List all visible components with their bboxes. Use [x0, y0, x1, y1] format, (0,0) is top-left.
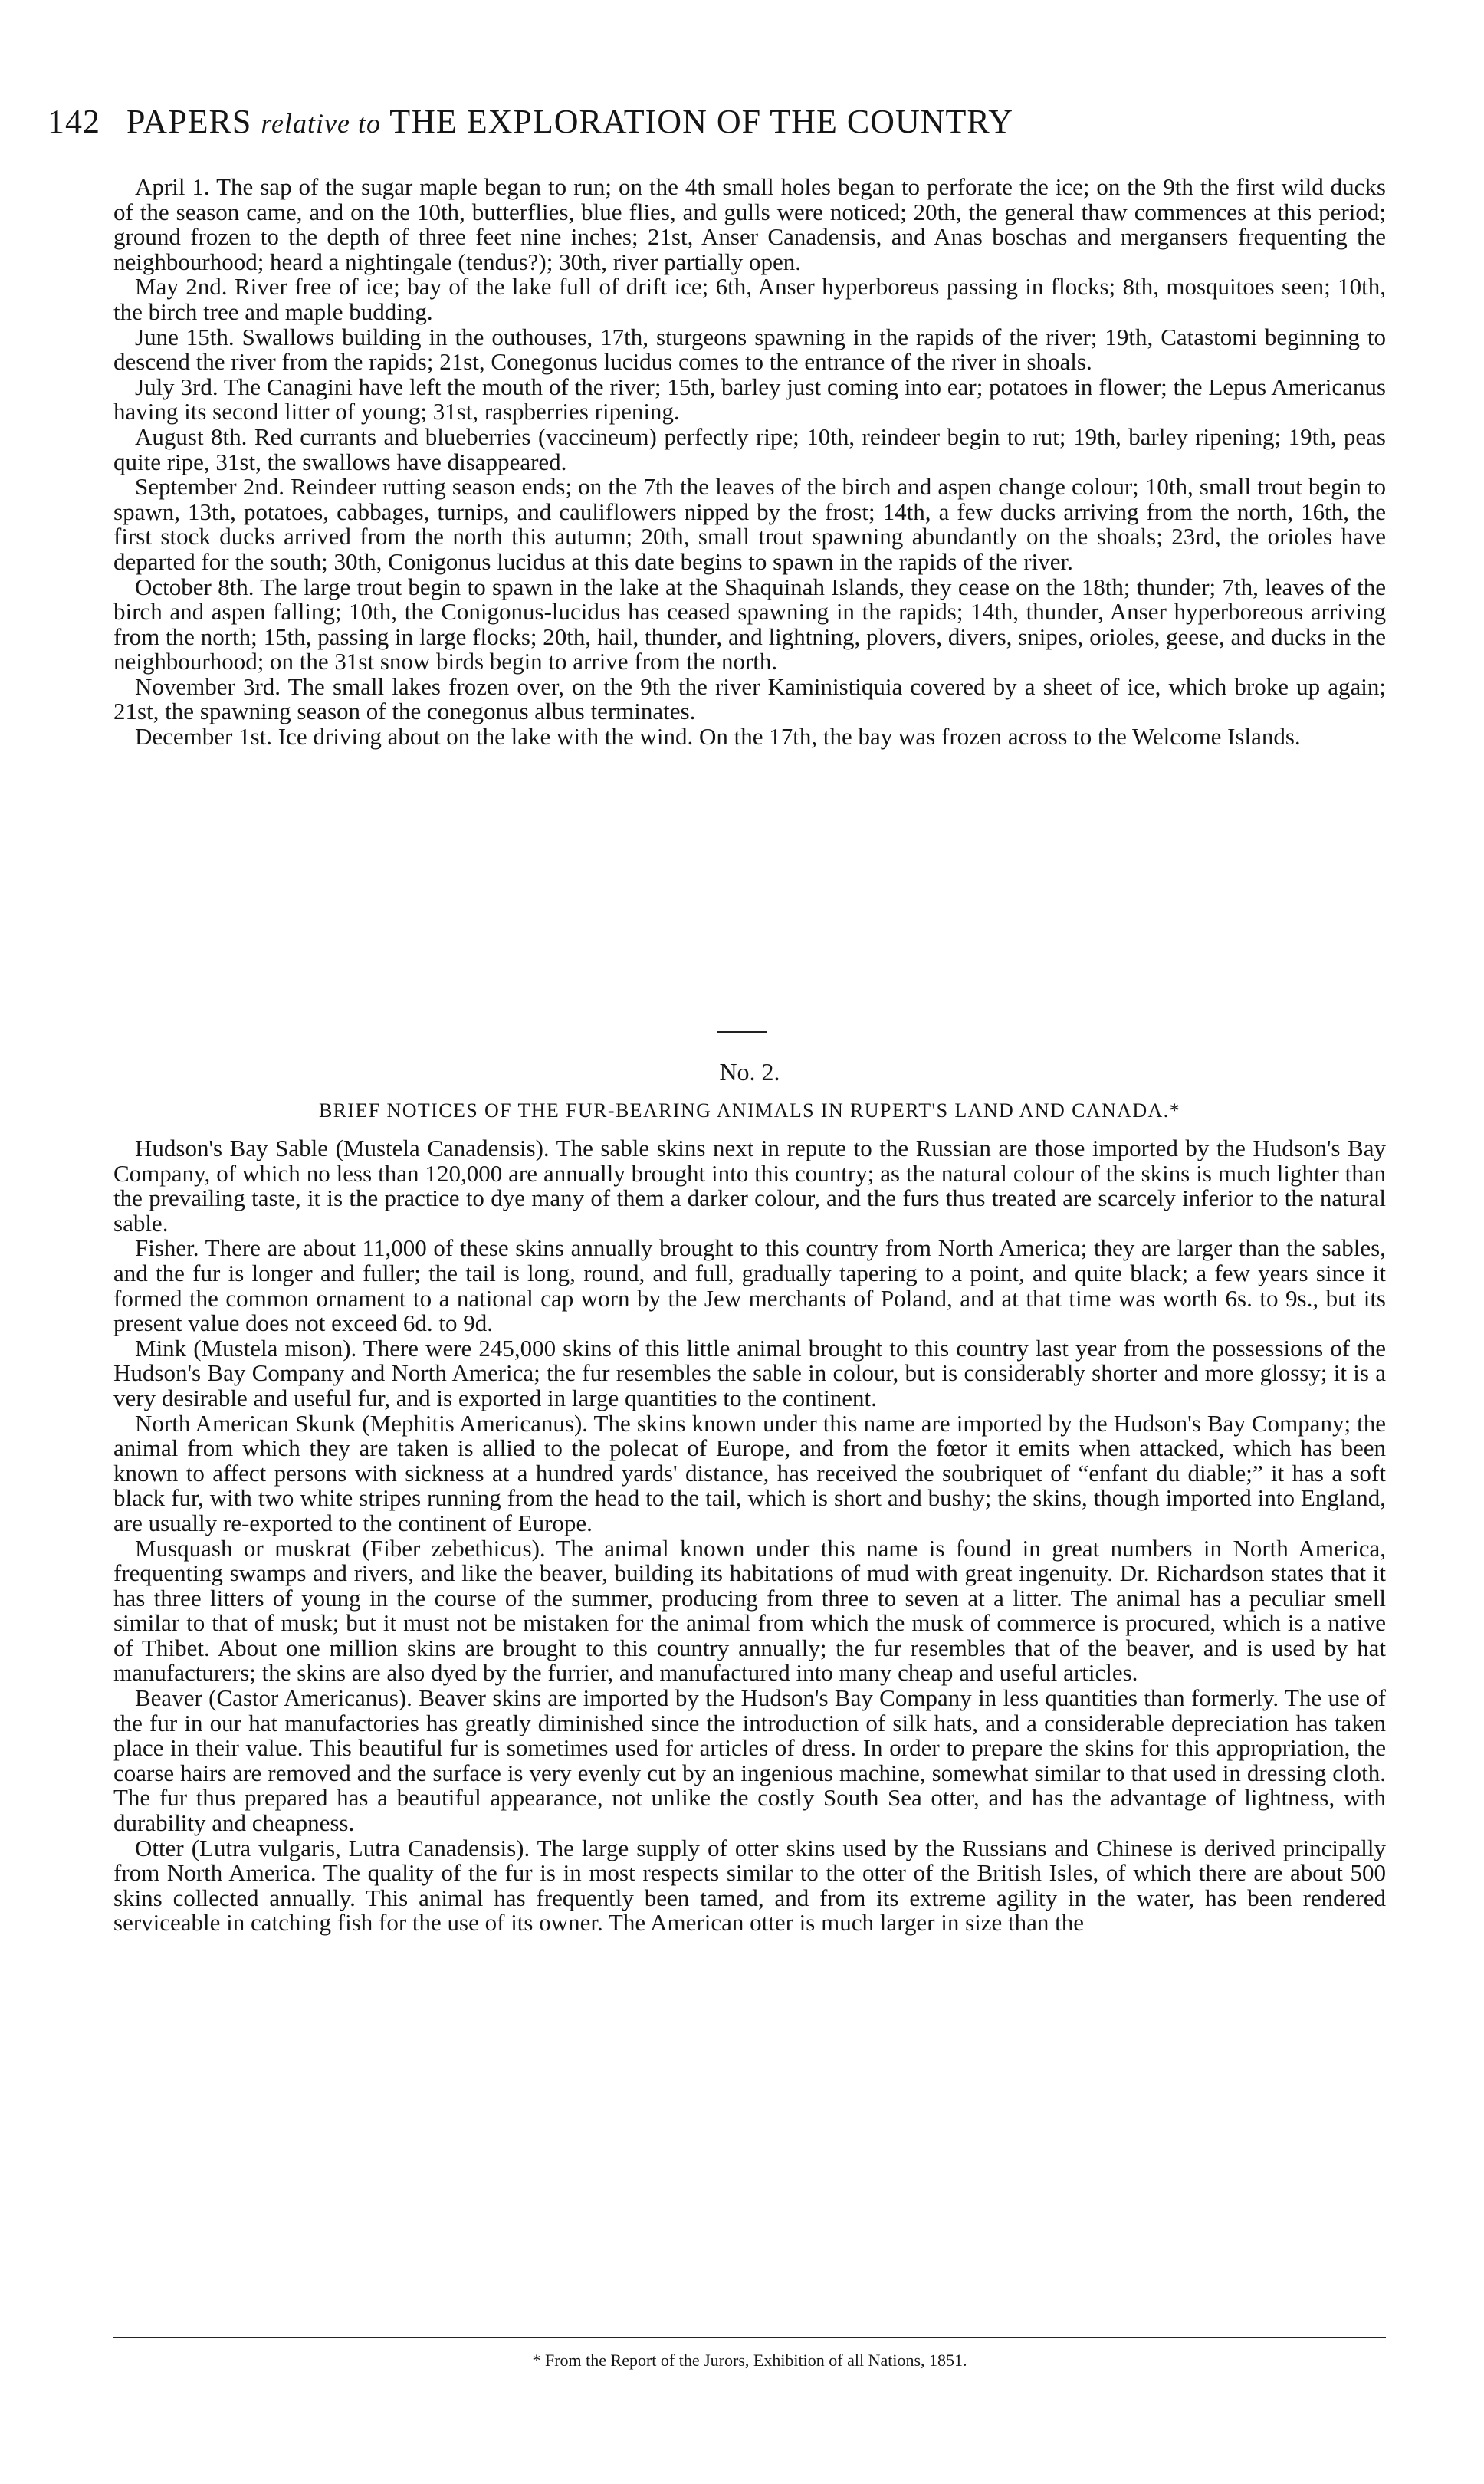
journal-entry-may: May 2nd. River free of ice; bay of the lake full of drift ice; 6th, Anser hyperboreus passing in flocks; 8th, mosquitoes seen; 10th, the birch tree and maple budding.	[113, 273, 1386, 325]
fur-notices-section	[113, 1136, 1386, 1936]
journal-entry-august: August 8th. Red currants and blueberries (vaccineum) perfectly ripe; 10th, reindeer begin to rut; 19th, barley ripening; 19th, peas quite ripe, 31st, the swallows have disappeared.	[113, 422, 1386, 475]
paragraph-otter: Otter (Lutra vulgaris, Lutra Canadensis). The large supply of otter skins used by the Russians and Chinese is derived principally from North America. The quality of the fur is in most respects similar to the otter of the British Isles, of which there are about 500 skins collected annually. This animal has frequently been tamed, and from its extreme agility in the water, has been rendered serviceable in catching fish for the use of its owner. The American otter is much larger in size than the	[113, 1834, 1386, 1937]
footnote-rule	[113, 2337, 1386, 2338]
header-title-end: THE EXPLORATION OF THE COUNTRY	[389, 103, 1014, 140]
header-title-italic: relative to	[261, 108, 381, 139]
paragraph-beaver: Beaver (Castor Americanus). Beaver skins are imported by the Hudson's Bay Company in less quantities than formerly. The use of the fur in our hat manufactories has greatly diminished since the introduction of silk hats, and a considerable depreciation has taken place in their value. This beautiful fur is sometimes used for articles of dress. In order to prepare the skins for this appropriation, the coarse hairs are removed and the surface is very evenly cut by an ingenious machine, somewhat similar to that used in dressing cloth. The fur thus prepared has a beautiful appearance, not unlike the costly South Sea otter, and has the advantage of lightness, with durability and cheapness.	[113, 1684, 1386, 1837]
journal-entry-december: December 1st. Ice driving about on the lake with the wind. On the 17th, the bay was frozen across to the Welcome Islands.	[135, 723, 1301, 751]
journal-entry-november: November 3rd. The small lakes frozen over, on the 9th the river Kaministiquia covered by a sheet of ice, which broke up again; 21st, the spawning season of the conegonus albus terminates.	[113, 672, 1386, 725]
journal-entry-october: October 8th. The large trout begin to spawn in the lake at the Shaquinah Islands, they cease on the 18th; thunder; 7th, leaves of the birch and aspen falling; 10th, the Conigonus-lucidus has ceased spawning in the rapids; 14th, thunder, Anser hyperboreous arriving from the north; 15th, passing in large flocks; 20th, hail, thunder, and lightning, plovers, divers, snipes, orioles, geese, and ducks in the neighbourhood; on the 31st snow birds begin to arrive from the north.	[113, 573, 1386, 675]
paragraph-musquash: Musquash or muskrat (Fiber zebethicus). The animal known under this name is found in great numbers in North America, frequenting swamps and rivers, and like the beaver, building its habitations of mud with great ingenuity. Dr. Richardson states that it has three litters of young in the course of the summer, producing from three to seven at a litter. The animal has a peculiar smell similar to that of musk; but it must not be mistaken for the animal from which the musk of commerce is procured, which is a native of Thibet. About one million skins are brought to this country annually; the fur resembles that of the beaver, and is used by hat manufacturers; the skins are also dyed by the furrier, and manufactured into many cheap and useful articles.	[113, 1534, 1386, 1687]
paragraph-skunk: North American Skunk (Mephitis Americanus). The skins known under this name are imported by the Hudson's Bay Company; the animal from which they are taken is allied to the polecat of Europe, and from the fœtor it emits when attacked, which has been known to affect persons with sickness at a hundred yards' distance, has received the soubriquet of “enfant du diable;” it has a soft black fur, with two white stripes running from the head to the tail, which is short and bushy; the skins, though imported into England, are usually re-exported to the continent of Europe.	[113, 1409, 1386, 1536]
journal-entry-april: April 1. The sap of the sugar maple began to run; on the 4th small holes began to perforate the ice; on the 9th the first wild ducks of the season came, and on the 10th, butterflies, blue flies, and gulls were noticed; 20th, the general thaw commences at this period; ground frozen to the depth of three feet nine inches; 21st, Anser Canadensis, and Anas boschas and mergansers frequenting the neighbourhood; heard a nightingale (tendus?); 30th, river partially open.	[113, 173, 1386, 275]
page-number: 142	[48, 103, 100, 140]
running-header	[48, 98, 1381, 146]
section-divider	[717, 1031, 767, 1033]
header-title-start: PAPERS	[126, 103, 252, 140]
footnote: * From the Report of the Jurors, Exhibition of all Nations, 1851.	[532, 2351, 967, 2370]
paragraph-sable: Hudson's Bay Sable (Mustela Canadensis). The sable skins next in repute to the Russian are those imported by the Hudson's Bay Company, of which no less than 120,000 are annually brought into this country; as the natural colour of the skins is much lighter than the prevailing taste, it is the practice to dye many of them a darker colour, and the furs thus treated are scarcely inferior to the natural sable.	[113, 1135, 1386, 1237]
paragraph-mink: Mink (Mustela mison). There were 245,000 skins of this little animal brought to this country last year from the possessions of the Hudson's Bay Company and North America; the fur resembles the sable in colour, but is considerably shorter and more glossy; it is a very desirable and useful fur, and is exported in large quantities to the continent.	[113, 1334, 1386, 1411]
journal-entry-june: June 15th. Swallows building in the outhouses, 17th, sturgeons spawning in the rapids of the river; 19th, Catastomi beginning to descend the river from the rapids; 21st, Conegonus lucidus comes to the entrance of the river in shoals.	[113, 323, 1386, 376]
paragraph-fisher: Fisher. There are about 11,000 of these skins annually brought to this country from North America; they are larger than the sables, and the fur is longer and fuller; the tail is long, round, and full, gradually tapering to a point, and quite black; a few years since it formed the common ornament to a national cap worn by the Jew merchants of Poland, and at that time was worth 6s. to 9s., but its present value does not exceed 6d. to 9d.	[113, 1234, 1386, 1337]
section-heading: BRIEF NOTICES OF THE FUR-BEARING ANIMALS IN RUPERT'S LAND AND CANADA.*	[318, 1099, 1181, 1122]
section-number: No. 2.	[719, 1058, 780, 1086]
journal-entry-july: July 3rd. The Canagini have left the mouth of the river; 15th, barley just coming into ear; potatoes in flower; the Lepus Americanus having its second litter of young; 31st, raspberries ripening.	[113, 373, 1386, 426]
journal-section	[113, 175, 1386, 750]
journal-entry-september: September 2nd. Reindeer rutting season ends; on the 7th the leaves of the birch and aspen change colour; 10th, small trout begin to spawn, 13th, potatoes, cabbages, turnips, and cauliflowers nipped by the frost; 14th, a few ducks arriving from the north, 16th, the first stock ducks arrived from the north this autumn; 20th, small trout spawning abundantly on the shoals; 23rd, the orioles have departed for the south; 30th, Conigonus lucidus at this date begins to spawn in the rapids of the river.	[113, 473, 1386, 575]
